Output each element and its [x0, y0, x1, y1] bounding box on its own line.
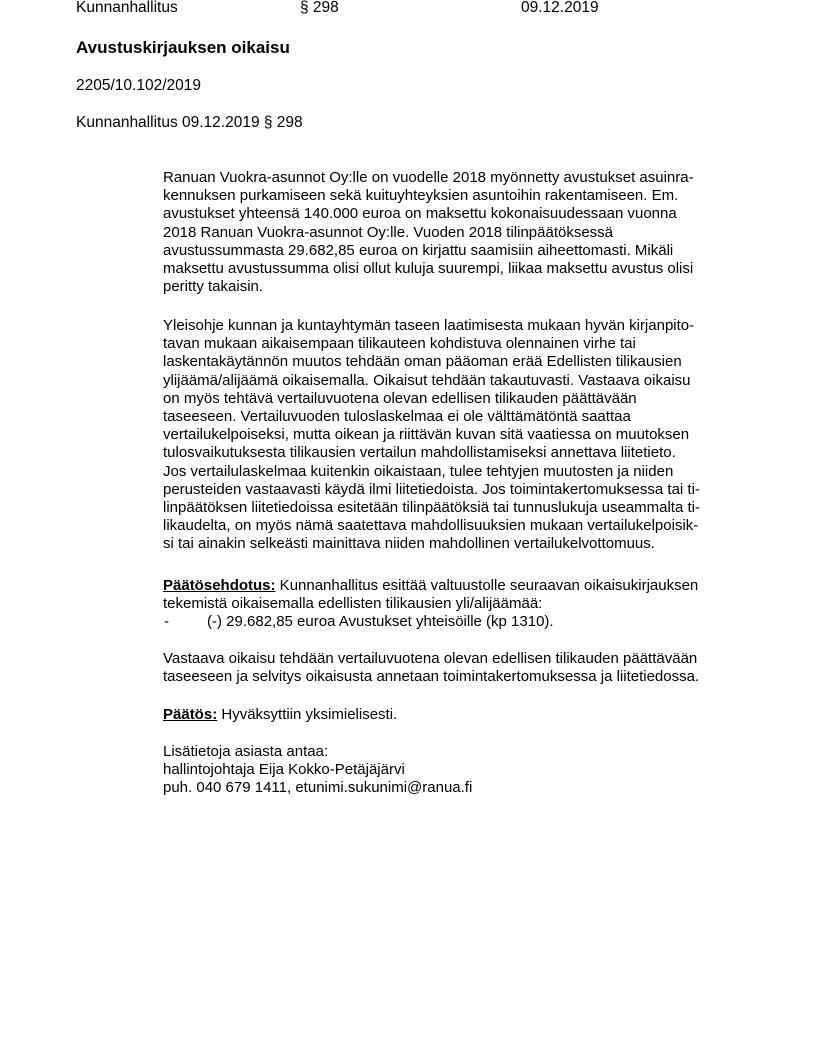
paragraph-guideline [163, 317, 743, 554]
meeting-reference: Kunnanhallitus 09.12.2019 § 298 [76, 114, 303, 131]
text-line: maksettu avustussumma olisi ollut kuluja suurempi, liikaa maksettu avustus olisi [163, 260, 694, 278]
proposal-first-line [163, 577, 743, 595]
proposal-second-line: tekemistä oikaisemalla edellisten tilikausien yli/alijäämää: [163, 595, 543, 613]
paragraph-background [163, 169, 743, 296]
reference-number: 2205/10.102/2019 [76, 77, 201, 94]
text-line: avustukset yhteensä 140.000 euroa on maksettu kokonaisuudessaan vuonna [163, 205, 677, 223]
text-line: Ranuan Vuokra-asunnot Oy:lle on vuodelle 2018 myönnetty avustukset asuinra- [163, 169, 694, 186]
text-line: linpäätöksen liitetiedoissa esitetään tilinpäätöksiä tai tunnuslukuja useammalta ti- [163, 499, 700, 517]
contact-intro: Lisätietoja asiasta antaa: [163, 743, 329, 760]
text-line: Jos vertailulaskelmaa kuitenkin oikaistaan, tulee tehtyjen muutosten ja niiden [163, 462, 674, 480]
paragraph-correction [163, 650, 743, 686]
text-line: avustussummasta 29.682,85 euroa on kirjattu saamisiin aiheettomasti. Mikäli [163, 241, 674, 259]
contact-person: hallintojohtaja Eija Kokko-Petäjäjärvi [163, 761, 405, 779]
text-line: perusteiden vastaavasti käydä ilmi liitetiedoista. Jos toimintakertomuksessa tai ti- [163, 480, 700, 498]
proposal-section [163, 577, 743, 632]
proposal-text: Kunnanhallitus esittää valtuustolle seuraavan oikaisukirjauksen [275, 577, 699, 594]
text-line: Vastaava oikaisu tehdään vertailuvuotena olevan edellisen tilikauden päättävään [163, 650, 698, 667]
document-title: Avustuskirjauksen oikaisu [76, 38, 290, 57]
text-line: Yleisohje kunnan ja kuntayhtymän taseen laatimisesta mukaan hyvän kirjanpito- [163, 317, 695, 334]
text-line: kennuksen purkamiseen sekä kuituyhteyksien asuntoihin rakentamiseen. Em. [163, 187, 679, 205]
text-line: tulosvaikutuksesta tilikausien vertailun mahdollistamiseksi annettava liitetieto. [163, 444, 676, 462]
bullet-dash: - [164, 613, 169, 631]
proposal-bullet [163, 613, 743, 631]
text-line: ylijäämä/alijäämä oikaisemalla. Oikaisut tehdään takautuvasti. Vastaava oikaisu [163, 371, 691, 389]
bullet-text: (-) 29.682,85 euroa Avustukset yhteisöille (kp 1310). [207, 613, 554, 631]
text-line: peritty takaisin. [163, 278, 264, 296]
contact-phone-email: puh. 040 679 1411, etunimi.sukunimi@ranua.fi [163, 779, 473, 797]
header-section-number: § 298 [300, 0, 339, 16]
text-line: laskentakäytännön muutos tehdään oman pääoman erää Edellisten tilikausien [163, 353, 682, 371]
proposal-label: Päätösehdotus: [163, 577, 276, 594]
text-line: on myös tehtävä vertailuvuotena olevan edellisen tilikauden päättävään [163, 389, 637, 407]
text-line: taseeseen ja selvitys oikaisusta annetaan toimintakertomuksessa ja liitetiedossa. [163, 668, 700, 686]
header-date: 09.12.2019 [521, 0, 599, 16]
header-body-name: Kunnanhallitus [76, 0, 178, 16]
text-line: likaudelta, on myös nämä saatettava mahdollisuuksien mukaan vertailukelpoisik- [163, 517, 699, 535]
decision-label: Päätös: [163, 706, 218, 723]
decision-text: Hyväksyttiin yksimielisesti. [217, 706, 398, 723]
text-line: 2018 Ranuan Vuokra-asunnot Oy:lle. Vuoden 2018 tilinpäätöksessä [163, 223, 614, 241]
text-line: taseeseen. Vertailuvuoden tuloslaskelmaa ei ole välttämätöntä saattaa [163, 408, 631, 426]
text-line: si tai ainakin selkeästi mainittava niiden mahdollinen vertailukelvottomuus. [163, 535, 655, 553]
text-line: tavan mukaan aikaisempaan tilikauteen kohdistuva olennainen virhe tai [163, 335, 636, 353]
contact-info [163, 743, 743, 798]
decision-line [163, 706, 743, 724]
decision-section [163, 706, 743, 724]
text-line: vertailukelpoiseksi, mutta oikean ja riittävän kuvan sitä vaatiessa on muutoksen [163, 426, 690, 444]
